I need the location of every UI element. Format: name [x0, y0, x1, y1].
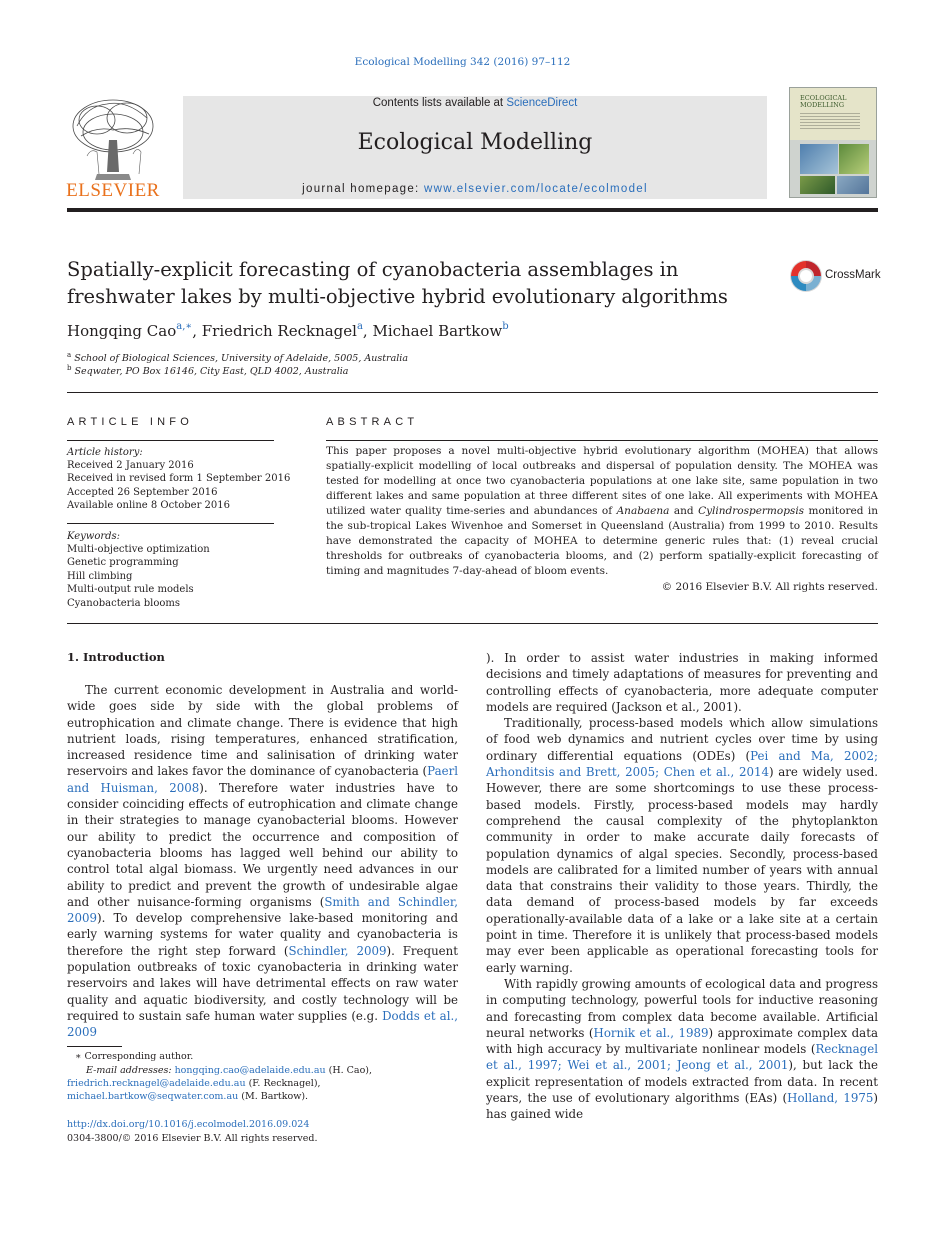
- crossmark-badge[interactable]: [788, 258, 880, 294]
- section-rule: [67, 392, 878, 393]
- contents-line: Contents lists available at ScienceDirect: [372, 97, 578, 109]
- cover-subtitle-lines: [800, 113, 860, 129]
- history-item: Received in revised form 1 September 2016: [67, 473, 291, 484]
- article-info-rule: [67, 523, 274, 524]
- citation-link[interactable]: Smith and Schindler, 2009: [67, 894, 458, 926]
- history-item: Accepted 26 September 2016: [67, 487, 218, 498]
- paragraph: ). In order to assist water industries in making informed decisions and timely adaptations of measures for preventing and controlling effects of cyanobacteria, more adequate computer models are required (Jackson et al., 2001).: [486, 651, 878, 714]
- cover-photo: [800, 176, 835, 194]
- cover-photo: [839, 144, 869, 174]
- cover-photo: [837, 176, 869, 194]
- doi-link[interactable]: http://dx.doi.org/10.1016/j.ecolmodel.2016.09.024: [67, 1119, 310, 1130]
- corresponding-author-note: ∗ Corresponding author.: [75, 1051, 194, 1062]
- body-column-right: [486, 650, 878, 1123]
- email-line: michael.bartkow@seqwater.com.au (M. Bartkow).: [67, 1091, 309, 1102]
- email-link[interactable]: hongqing.cao@adelaide.edu.au: [174, 1065, 326, 1076]
- crossmark-icon: [788, 258, 824, 294]
- journal-citation[interactable]: Ecological Modelling 342 (2016) 97–112: [354, 56, 571, 68]
- section-heading-introduction: 1. Introduction: [67, 650, 165, 664]
- paper-title: Spatially-explicit forecasting of cyanobacteria assemblages in freshwater lakes by multi-objective hybrid evolutionary algorithms: [67, 258, 728, 308]
- author-affiliation-mark[interactable]: a: [356, 321, 363, 332]
- affiliation: $^b$ Seqwater, PO Box 16146, City East, QLD 4002, Australia: [67, 364, 349, 377]
- journal-cover-thumbnail[interactable]: [789, 87, 877, 198]
- article-info-heading: ARTICLE INFO: [67, 416, 193, 428]
- citation-link[interactable]: Paerl and Huisman, 2008: [67, 764, 458, 795]
- elsevier-wordmark[interactable]: ELSEVIER: [66, 180, 160, 201]
- masthead-rule: [67, 208, 878, 212]
- citation-link[interactable]: Hornik et al., 1989: [593, 1025, 709, 1040]
- keyword: Hill climbing: [67, 571, 133, 582]
- author-affiliation-mark[interactable]: a,∗: [176, 321, 193, 332]
- author[interactable]: Friedrich Recknagel: [201, 322, 357, 340]
- journal-title: Ecological Modelling: [357, 130, 593, 155]
- keyword: Multi-output rule models: [67, 584, 194, 595]
- keyword: Genetic programming: [67, 557, 179, 568]
- cover-title: ECOLOGICAL MODELLING: [800, 94, 847, 109]
- author[interactable]: Michael Bartkow: [372, 322, 503, 340]
- history-label: Article history:: [67, 447, 143, 458]
- abstract-rule: [326, 440, 878, 441]
- body-column-left: [67, 682, 458, 1041]
- journal-homepage: journal homepage: www.elsevier.com/locate/ecolmodel: [302, 183, 648, 195]
- history-item: Available online 8 October 2016: [67, 500, 230, 511]
- abstract-copyright: © 2016 Elsevier B.V. All rights reserved.: [661, 581, 878, 593]
- email-line: E-mail addresses: hongqing.cao@adelaide.edu.au (H. Cao),: [86, 1065, 373, 1076]
- abstract-heading: ABSTRACT: [326, 416, 419, 428]
- taxon-name: Anabaena: [616, 504, 670, 517]
- citation-link[interactable]: Recknagel et al., 1997; Wei et al., 2001; Jeong et al., 2001: [486, 1042, 878, 1073]
- paragraph: With rapidly growing amounts of ecological data and progress in computing technology, powerful tools for inductive reasoning and forecasting from complex data become available. Artificial neural networks (Hornik et al., 1989) approximate complex data with high accuracy by multivariate nonlinear models (Recknagel et al., 1997; Wei et al., 2001; Jeong et al., 2001), but lack the explicit representation of models extracted from data. In recent years, the use of evolutionary algorithms (EAs) (Holland, 1975) has gained wide: [486, 976, 879, 1122]
- keyword: Multi-objective optimization: [67, 544, 210, 555]
- sciencedirect-link[interactable]: ScienceDirect: [506, 97, 578, 109]
- keywords-label: Keywords:: [67, 531, 121, 542]
- email-link[interactable]: friedrich.recknagel@adelaide.edu.au: [67, 1078, 246, 1089]
- cover-photo: [800, 144, 838, 174]
- paragraph: Traditionally, process-based models which allow simulations of food web dynamics and nutrient cycles over time by using ordinary differential equations (ODEs) (Pei and Ma, 2002; Arhonditsis and Brett, 2005; Chen et al., 2014) are widely used. However, there are some shortcomings to use these process-based models. Firstly, process-based models may hardly comprehend the causal complexity of the phytoplankton community in order to make accurate daily forecasts of population dynamics of algal species. Secondly, process-based models are calibrated for a limited number of years with annual data that constrains their validity to those years. Thirdly, the data demand of process-based models by far exceeds operationally-available data of a lake or a lake site at a certain point in time. Therefore it is unlikely that process-based models may ever been applicable as operational forecasting tools for early warning.: [486, 716, 878, 975]
- email-line: friedrich.recknagel@adelaide.edu.au (F. Recknagel),: [67, 1078, 321, 1089]
- citation-link[interactable]: Schindler, 2009: [288, 943, 387, 958]
- footnote-rule: [67, 1046, 122, 1047]
- issn-copyright: 0304-3800/© 2016 Elsevier B.V. All rights reserved.: [67, 1133, 318, 1144]
- author[interactable]: Hongqing Cao: [67, 322, 177, 340]
- affiliation: $^a$ School of Biological Sciences, University of Adelaide, 5005, Australia: [67, 351, 408, 364]
- author-list: Hongqing Cao$^{a,∗}$, Friedrich Recknagel$^a$, Michael Bartkow$^b$: [67, 321, 509, 340]
- paragraph: The current economic development in Australia and world-wide goes side by side with the global problems of eutrophication and climate change. There is evidence that high nutrient loads, rising temperatures, enhanced stratification, increased residence time and salinisation of drinking water reservoirs and lakes favor the dominance of cyanobacteria (Paerl and Huisman, 2008). Therefore water industries have to consider coinciding effects of eutrophication and climate change in their strategies to manage cyanobacterial blooms. However our ability to predict the occurrence and composition of cyanobacteria blooms has lagged well behind our ability to control total algal biomass. We urgently need advances in our ability to predict and prevent the growth of undesirable algae and other nuisance-forming organisms (Smith and Schindler, 2009). To develop comprehensive lake-based monitoring and early warning systems for water quality and cyanobacteria is therefore the right step forward (Schindler, 2009). Frequent population outbreaks of toxic cyanobacteria in drinking water reservoirs and lakes will have detrimental effects on raw water quality and aquatic biodiversity, and costly technology will be required to sustain safe human water supplies (e.g. Dodds et al., 2009: [67, 683, 459, 1040]
- article-info-rule: [67, 440, 274, 441]
- email-link[interactable]: michael.bartkow@seqwater.com.au: [67, 1091, 239, 1102]
- citation-link[interactable]: Dodds et al., 2009: [67, 1008, 458, 1040]
- author-affiliation-mark[interactable]: b: [502, 321, 509, 332]
- history-item: Received 2 January 2016: [67, 460, 194, 471]
- citation-link[interactable]: Holland, 1975: [787, 1091, 874, 1106]
- homepage-link[interactable]: www.elsevier.com/locate/ecolmodel: [424, 183, 648, 195]
- taxon-name: Cylindrospermopsis: [698, 504, 805, 517]
- crossmark-label: CrossMark: [825, 269, 881, 281]
- keyword: Cyanobacteria blooms: [67, 598, 180, 609]
- abstract-text: This paper proposes a novel multi-objective hybrid evolutionary algorithm (MOHEA) that allows spatially-explicit modelling of local outbreaks and dispersal of population density. The MOHEA was tested for modelling at once two cyanobacteria populations at one lake site, same population in two different lakes and same population at three different sites of one lake. All experiments with MOHEA utilized water quality time-series and abundances of Anabaena and Cylindrospermopsis monitored in the sub-tropical Lakes Wivenhoe and Somerset in Queensland (Australia) from 1999 to 2010. Results have demonstrated the capacity of MOHEA to determine generic rules that: (1) reveal crucial thresholds for outbreaks of cyanobacteria blooms, and (2) perform spatially-explicit forecasting of timing and magnitudes 7-day-ahead of bloom events.: [326, 445, 878, 577]
- section-rule: [67, 623, 878, 624]
- citation-link[interactable]: Pei and Ma, 2002; Arhonditsis and Brett, 2005; Chen et al., 2014: [486, 748, 878, 780]
